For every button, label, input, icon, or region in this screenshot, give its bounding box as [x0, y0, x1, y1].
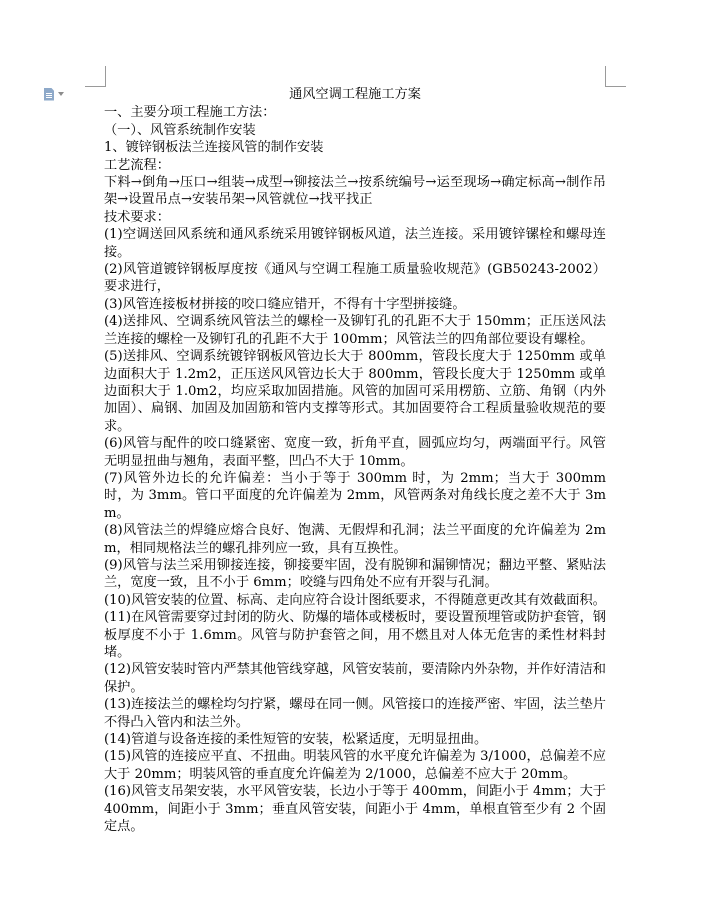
document-icon	[44, 88, 54, 101]
requirement-item: (2)风管道镀锌钢板厚度按《通风与空调工程施工质量验收规范》(GB50243-2002）要求进行，	[104, 262, 606, 295]
requirement-item: (1)空调送回风系统和通风系统采用镀锌钢板风道，法兰连接。采用镀锌镙栓和螺母连接。	[104, 227, 606, 260]
document-title: 通风空调工程施工方案	[289, 87, 421, 102]
requirement-item: (13)连接法兰的螺栓均匀拧紧，螺母在同一侧。风管接口的连接严密、牢固，法兰垫片不得凸入管内和法兰外。	[104, 697, 606, 730]
requirement-item: (8)风管法兰的焊缝应熔合良好、饱满、无假焊和孔洞；法兰平面度的允许偏差为 2mm，相同规格法兰的螺孔排列应一致，具有互换性。	[104, 523, 606, 556]
requirement-item: (3)风管连接板材拼接的咬口缝应错开，不得有十字型拼接缝。	[104, 296, 466, 312]
section-heading-1: 一、主要分项工程施工方法：	[104, 105, 276, 121]
requirement-item: (4)送排风、空调系统风管法兰的螺栓一及铆钉孔的孔距不大于 150mm；正压送风法兰连接的螺栓一及铆钉孔的孔距不大于 100mm；风管法兰的四角部位要设有螺栓。	[104, 314, 606, 347]
requirement-item: (14)管道与设备连接的柔性短管的安装，松紧适度，无明显扭曲。	[104, 732, 488, 748]
process-label: 工艺流程：	[104, 157, 170, 173]
paragraph-options-button[interactable]	[44, 86, 70, 102]
process-flow-text: 下料→倒角→压口→组装→成型→铆接法兰→按系统编号→运至现场→确定标高→制作吊架→设置吊点→安装吊架→风管就位→找平找正	[104, 175, 606, 208]
requirement-item: (5)送排风、空调系统镀锌钢板风管边长大于 800mm，管段长度大于 1250mm 或单边面积大于 1.2m2，正压送风风管边长大于 800mm，管段长度大于 1250mm 或单边面积大于 1.0m2，均应采取加固措施。风管的加固可采用楞筋、立筋、角钢（内外加固）、扁钢、加固及加固筋和管内支撑等形式。其加固要符合工程质量验收规范的要求。	[104, 349, 606, 434]
requirement-item: (9)风管与法兰采用铆接连接，铆接要牢固，没有脱铆和漏铆情况；翻边平整、紧贴法兰，宽度一致，且不小于 6mm；咬缝与四角处不应有开裂与孔洞。	[104, 557, 606, 591]
requirement-item: (12)风管安装时管内严禁其他管线穿越，风管安装前，要清除内外杂物，并作好清洁和保护。	[104, 662, 606, 695]
requirement-item: (10)风管安装的位置、标高、走向应符合设计图纸要求，不得随意更改其有效截面积。	[104, 592, 606, 608]
section-heading-2: （一）、风管系统制作安装	[104, 122, 256, 138]
crop-mark-top-right	[605, 66, 626, 87]
section-heading-3: 1、镀锌钢板法兰连接风管的制作安装	[104, 140, 324, 156]
requirement-item: (11)在风管需要穿过封闭的防火、防爆的墙体或楼板时，要设置预埋管或防护套管，钢板厚度不小于 1.6mm。风管与防护套管之间，用不燃且对人体无危害的柔性材料封堵。	[104, 610, 606, 660]
requirement-item: (15)风管的连接应平直、不扭曲。明装风管的水平度允许偏差为 3/1000，总偏差不应大于 20mm；明装风管的垂直度允许偏差为 2/1000，总偏差不应大于 20mm。	[104, 749, 606, 782]
requirement-item: (16)风管支吊架安装，水平风管安装，长边小于等于 400mm，间距小于 4mm；大于 400mm，间距小于 3mm；垂直风管安装，间距小于 4mm，单根直管至少有 2 个固定点。	[104, 784, 606, 835]
requirement-item: (6)风管与配件的咬口缝紧密、宽度一致，折角平直，圆弧应均匀，两端面平行。风管无明显扭曲与翘角，表面平整，凹凸不大于 10mm。	[104, 436, 606, 469]
requirements-label: 技术要求：	[104, 209, 170, 225]
requirement-item: (7)风管外边长的允许偏差：当小于等于 300mm 时，为 2mm；当大于 300mm 时，为 3mm。管口平面度的允许偏差为 2mm，风管两条对角线长度之差不大于 3mm。	[104, 470, 606, 521]
document-body	[104, 86, 606, 835]
crop-mark-top-left	[85, 66, 106, 87]
chevron-down-icon	[58, 92, 64, 96]
